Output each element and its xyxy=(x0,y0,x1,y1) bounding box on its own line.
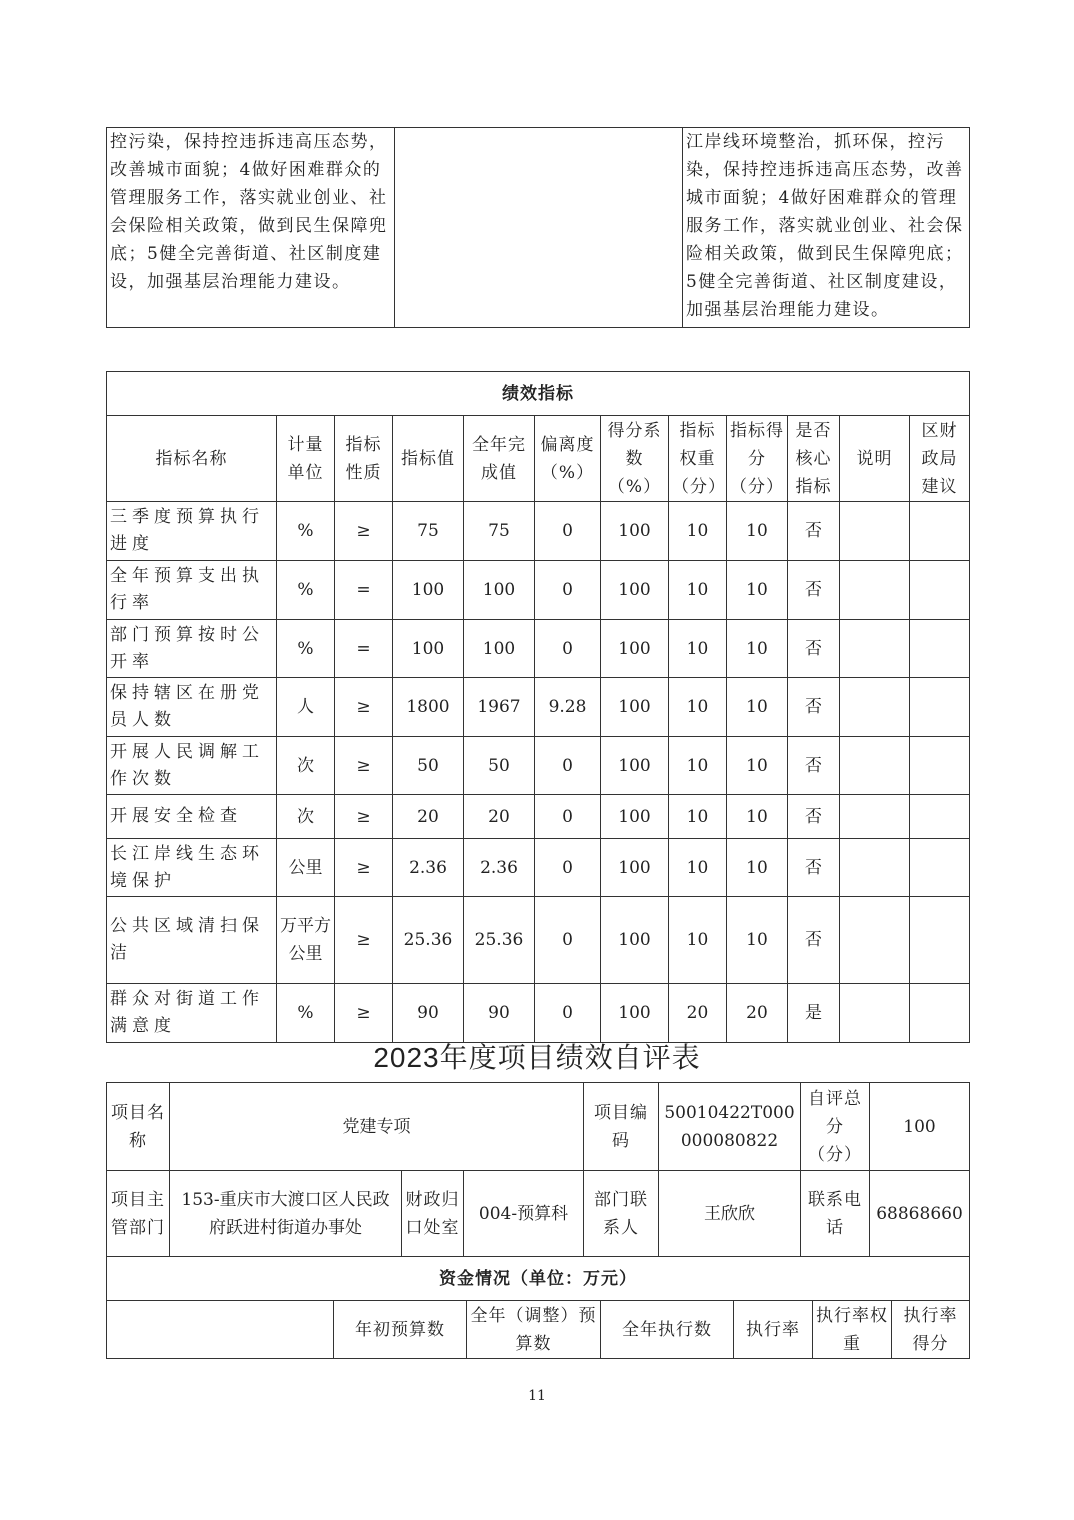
indicator-name-cell: 全年预算支出执行率 xyxy=(107,561,277,620)
nature-cell: = xyxy=(335,620,393,678)
indicator-name-cell: 群众对街道工作满意度 xyxy=(107,984,277,1043)
nature-cell: ≥ xyxy=(335,984,393,1043)
weight-cell: 20 xyxy=(669,984,727,1043)
deviation-cell: 0 xyxy=(535,502,601,561)
actual-value-cell: 25.36 xyxy=(464,897,535,984)
target-value-cell: 2.36 xyxy=(393,839,464,897)
deviation-cell: 0 xyxy=(535,795,601,839)
contact-value: 王欣欣 xyxy=(659,1171,801,1257)
weight-cell: 10 xyxy=(669,502,727,561)
nature-cell: ≥ xyxy=(335,839,393,897)
empty-cell xyxy=(395,128,683,328)
indicator-name-cell: 开展人民调解工作次数 xyxy=(107,737,277,795)
nature-cell: ≥ xyxy=(335,897,393,984)
note-cell xyxy=(840,502,910,561)
finance-advice-cell xyxy=(910,678,970,737)
finance-advice-cell xyxy=(910,502,970,561)
target-value-cell: 90 xyxy=(393,984,464,1043)
project-code-value: 50010422T000000080822 xyxy=(659,1083,801,1171)
score-coefficient-cell: 100 xyxy=(601,502,669,561)
annual-goal-text: 控污染，保持控违拆违高压态势，改善城市面貌；4做好困难群众的管理服务工作，落实就业创业、社会保险相关政策，做到民生保障兜底；5健全完善街道、社区制度建设，加强基层治理能力建设。 xyxy=(107,128,395,328)
self-score-label: 自评总分（分） xyxy=(801,1083,870,1171)
indicator-name-cell: 部门预算按时公开率 xyxy=(107,620,277,678)
weight-cell: 10 xyxy=(669,737,727,795)
project-row-1 xyxy=(107,1083,970,1171)
finance-advice-cell xyxy=(910,897,970,984)
actual-value-cell: 100 xyxy=(464,561,535,620)
table-row xyxy=(107,620,970,678)
performance-section-row xyxy=(107,372,970,416)
funds-header-row xyxy=(107,1301,970,1359)
core-indicator-cell: 否 xyxy=(788,502,840,561)
note-cell xyxy=(840,897,910,984)
score-cell: 10 xyxy=(727,620,788,678)
score-coefficient-cell: 100 xyxy=(601,897,669,984)
target-value-cell: 75 xyxy=(393,502,464,561)
finance-office-value: 004-预算科 xyxy=(464,1171,584,1257)
score-cell: 10 xyxy=(727,737,788,795)
performance-header-cell: 偏离度（%） xyxy=(535,416,601,502)
funds-section-row xyxy=(107,1257,970,1301)
dept-label: 项目主管部门 xyxy=(107,1171,170,1257)
nature-cell: ≥ xyxy=(335,737,393,795)
score-coefficient-cell: 100 xyxy=(601,561,669,620)
table-row xyxy=(107,897,970,984)
weight-cell: 10 xyxy=(669,678,727,737)
dept-value: 153-重庆市大渡口区人民政府跃进村街道办事处 xyxy=(170,1171,402,1257)
performance-header-cell: 是否核心指标 xyxy=(788,416,840,502)
note-cell xyxy=(840,678,910,737)
performance-header-cell: 指标名称 xyxy=(107,416,277,502)
performance-header-cell: 指标性质 xyxy=(335,416,393,502)
performance-header-row xyxy=(107,416,970,502)
performance-table xyxy=(106,371,970,1043)
table-row xyxy=(107,502,970,561)
funds-header-cell xyxy=(107,1301,334,1359)
core-indicator-cell: 否 xyxy=(788,678,840,737)
performance-header-cell: 指标得分（分） xyxy=(727,416,788,502)
core-indicator-cell: 否 xyxy=(788,737,840,795)
table-row xyxy=(107,561,970,620)
funds-header-cell: 执行率得分 xyxy=(892,1301,970,1359)
phone-value: 68868660 xyxy=(870,1171,970,1257)
weight-cell: 10 xyxy=(669,620,727,678)
funds-header-cell: 执行率 xyxy=(734,1301,813,1359)
deviation-cell: 0 xyxy=(535,984,601,1043)
performance-header-cell: 说明 xyxy=(840,416,910,502)
score-coefficient-cell: 100 xyxy=(601,737,669,795)
note-cell xyxy=(840,839,910,897)
performance-header-cell: 指标值 xyxy=(393,416,464,502)
core-indicator-cell: 否 xyxy=(788,620,840,678)
document-title: 2023年度项目绩效自评表 xyxy=(373,1042,701,1073)
note-cell xyxy=(840,561,910,620)
actual-value-cell: 75 xyxy=(464,502,535,561)
deviation-cell: 0 xyxy=(535,897,601,984)
continuation-table xyxy=(106,127,970,328)
indicator-name-cell: 长江岸线生态环境保护 xyxy=(107,839,277,897)
project-row-2 xyxy=(107,1171,970,1257)
target-value-cell: 20 xyxy=(393,795,464,839)
score-cell: 10 xyxy=(727,561,788,620)
score-cell: 10 xyxy=(727,795,788,839)
table-row xyxy=(107,737,970,795)
note-cell xyxy=(840,737,910,795)
actual-completion-text: 江岸线环境整治，抓环保，控污染，保持控违拆违高压态势，改善城市面貌；4做好困难群众的管理服务工作，落实就业创业、社会保险相关政策，做到民生保障兜底；5健全完善街道、社区制度建设，加强基层治理能力建设。 xyxy=(683,128,970,328)
project-info-table xyxy=(106,1082,970,1257)
target-value-cell: 50 xyxy=(393,737,464,795)
actual-value-cell: 100 xyxy=(464,620,535,678)
finance-office-label: 财政归口处室 xyxy=(402,1171,464,1257)
phone-label: 联系电话 xyxy=(801,1171,870,1257)
table-row xyxy=(107,795,970,839)
core-indicator-cell: 否 xyxy=(788,839,840,897)
actual-value-cell: 90 xyxy=(464,984,535,1043)
unit-cell: % xyxy=(277,984,335,1043)
deviation-cell: 9.28 xyxy=(535,678,601,737)
unit-cell: % xyxy=(277,502,335,561)
score-cell: 10 xyxy=(727,678,788,737)
funds-header-cell: 全年（调整）预算数 xyxy=(467,1301,601,1359)
unit-cell: 公里 xyxy=(277,839,335,897)
project-name-label: 项目名称 xyxy=(107,1083,170,1171)
project-name-value: 党建专项 xyxy=(170,1083,584,1171)
indicator-name-cell: 保持辖区在册党员人数 xyxy=(107,678,277,737)
deviation-cell: 0 xyxy=(535,839,601,897)
contact-label: 部门联系人 xyxy=(584,1171,659,1257)
actual-value-cell: 1967 xyxy=(464,678,535,737)
note-cell xyxy=(840,795,910,839)
finance-advice-cell xyxy=(910,795,970,839)
funds-section-title: 资金情况（单位：万元） xyxy=(107,1257,970,1301)
actual-value-cell: 50 xyxy=(464,737,535,795)
finance-advice-cell xyxy=(910,839,970,897)
score-coefficient-cell: 100 xyxy=(601,620,669,678)
finance-advice-cell xyxy=(910,737,970,795)
score-coefficient-cell: 100 xyxy=(601,984,669,1043)
self-score-value: 100 xyxy=(870,1083,970,1171)
actual-value-cell: 20 xyxy=(464,795,535,839)
project-code-label: 项目编码 xyxy=(584,1083,659,1171)
funds-header-cell: 全年执行数 xyxy=(601,1301,734,1359)
target-value-cell: 100 xyxy=(393,620,464,678)
indicator-name-cell: 三季度预算执行进度 xyxy=(107,502,277,561)
score-coefficient-cell: 100 xyxy=(601,839,669,897)
table-row xyxy=(107,678,970,737)
performance-header-cell: 指标权重（分） xyxy=(669,416,727,502)
funds-header-cell: 执行率权重 xyxy=(813,1301,892,1359)
weight-cell: 10 xyxy=(669,795,727,839)
unit-cell: 次 xyxy=(277,795,335,839)
core-indicator-cell: 否 xyxy=(788,561,840,620)
performance-header-cell: 得分系数（%） xyxy=(601,416,669,502)
unit-cell: 人 xyxy=(277,678,335,737)
score-cell: 10 xyxy=(727,502,788,561)
indicator-name-cell: 公共区域清扫保洁 xyxy=(107,897,277,984)
nature-cell: ≥ xyxy=(335,795,393,839)
finance-advice-cell xyxy=(910,620,970,678)
core-indicator-cell: 否 xyxy=(788,897,840,984)
table-row xyxy=(107,839,970,897)
unit-cell: % xyxy=(277,561,335,620)
weight-cell: 10 xyxy=(669,897,727,984)
performance-header-cell: 计量单位 xyxy=(277,416,335,502)
score-coefficient-cell: 100 xyxy=(601,795,669,839)
target-value-cell: 25.36 xyxy=(393,897,464,984)
performance-section-title: 绩效指标 xyxy=(107,372,970,416)
funds-table xyxy=(106,1256,970,1359)
note-cell xyxy=(840,620,910,678)
unit-cell: % xyxy=(277,620,335,678)
core-indicator-cell: 否 xyxy=(788,795,840,839)
deviation-cell: 0 xyxy=(535,561,601,620)
performance-header-cell: 全年完成值 xyxy=(464,416,535,502)
funds-header-cell: 年初预算数 xyxy=(334,1301,467,1359)
score-coefficient-cell: 100 xyxy=(601,678,669,737)
unit-cell: 万平方公里 xyxy=(277,897,335,984)
weight-cell: 10 xyxy=(669,839,727,897)
performance-header-cell: 区财政局建议 xyxy=(910,416,970,502)
core-indicator-cell: 是 xyxy=(788,984,840,1043)
target-value-cell: 1800 xyxy=(393,678,464,737)
deviation-cell: 0 xyxy=(535,620,601,678)
note-cell xyxy=(840,984,910,1043)
nature-cell: ≥ xyxy=(335,502,393,561)
unit-cell: 次 xyxy=(277,737,335,795)
page-number: 11 xyxy=(528,1388,546,1404)
weight-cell: 10 xyxy=(669,561,727,620)
score-cell: 10 xyxy=(727,897,788,984)
score-cell: 20 xyxy=(727,984,788,1043)
indicator-name-cell: 开展安全检查 xyxy=(107,795,277,839)
actual-value-cell: 2.36 xyxy=(464,839,535,897)
table-row xyxy=(107,984,970,1043)
continuation-row xyxy=(107,128,970,328)
score-cell: 10 xyxy=(727,839,788,897)
finance-advice-cell xyxy=(910,561,970,620)
nature-cell: ≥ xyxy=(335,678,393,737)
finance-advice-cell xyxy=(910,984,970,1043)
target-value-cell: 100 xyxy=(393,561,464,620)
nature-cell: = xyxy=(335,561,393,620)
deviation-cell: 0 xyxy=(535,737,601,795)
